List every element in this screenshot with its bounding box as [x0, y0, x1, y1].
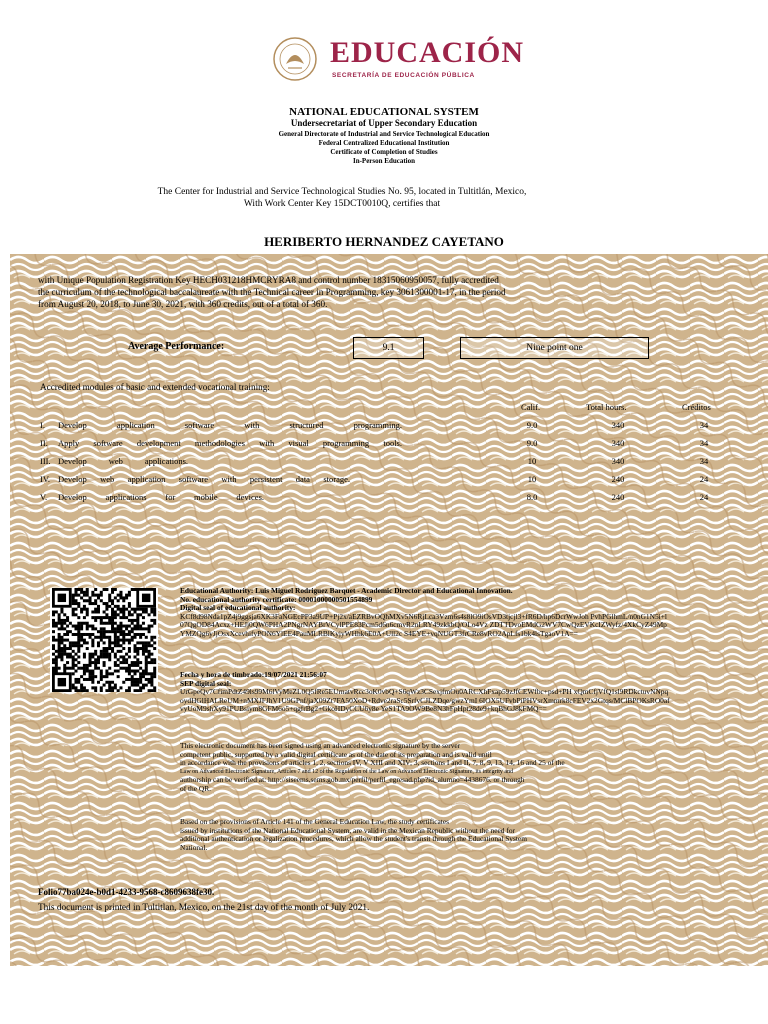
modules-title: Accredited modules of basic and extended vocational training: — [40, 382, 270, 392]
average-value: 9.1 — [353, 337, 424, 359]
sep-logo — [272, 36, 525, 86]
folio-number: Folio77ba024e-b0d1-4233-9568-c8609638fe30. — [38, 887, 215, 897]
module-description: Develop applications for mobile devices. — [58, 492, 264, 502]
module-credits: 24 — [699, 474, 709, 484]
header-system: NATIONAL EDUCATIONAL SYSTEM — [289, 106, 479, 118]
sep-seal-block — [180, 671, 670, 714]
column-header-credits: Créditos — [682, 402, 711, 412]
legal-notice-1 — [180, 742, 650, 794]
sep-seal-value: UrGpeQv7CfimPdtZ49ls99M6lVyMeZL0Q5fRe5EUrnatvRcc3oK0vbQ+S6qWz3CSexjfmOu0ARCXhFxap59zJfCEWfbc+psd+PH xQmCfjVfQ1sl9RDkctuvNNpqoydHGlHALReUM+nMXJFJhV1U9GPnf/jaX09Zt7FA50XoD+Rdve2raSc5SrfvCJLZDqe/gwzYmI 6IOX5UFvbPiPHVsrXmmrk8cFEV2x2Gtqs/MClBPOKsRO0afvyUoM9shXy91PUBsiym8GFM6o5+qgfrBg2+GkoHDyCCU6y8e YeS1TA9OW9Be8N3hFpHpt28de9+kqBhGJ8kFMQ== — [180, 687, 670, 714]
legal-notice-line: in accordance with the provisions of articles 1, 2, sections IV, V XIII and XIV; 3, sections I and II, 7, 8, 9, 13, 14, 16 and 25 of the — [180, 758, 565, 768]
module-row — [40, 456, 720, 468]
legal-notice-line: additional authentication or legalization procedures, which allow the student's transit through the Educational System — [180, 834, 527, 844]
intro-line-1: The Center for Industrial and Service Technological Studies No. 95, located in Tultitlán, Mexico, — [157, 187, 527, 197]
module-number: I. — [40, 420, 45, 430]
coat-of-arms-icon — [272, 36, 318, 82]
module-number: V. — [40, 492, 48, 502]
average-label: Average Performance: — [128, 341, 225, 352]
module-hours: 240 — [611, 492, 625, 502]
module-grade: 10 — [527, 474, 537, 484]
signature-block — [180, 587, 670, 639]
module-grade: 9.0 — [526, 420, 538, 430]
legal-notice-line: Based on the provisions of Article 141 of the General Education Law, the study certificates — [180, 817, 449, 826]
paragraph-line-1: with Unique Population Registration Key HECH031218HMCRYRA8 and control number 18315060950057, fully accredited — [38, 275, 499, 285]
verification-url[interactable]: authorship can be verified at: http://siseems.sems.gob.mx/perfil/perfil_egresad.php?id_alumno=4438676. or through — [180, 775, 525, 785]
verification-qr-code[interactable] — [50, 588, 158, 692]
module-description: Develop application software with structured programming. — [58, 420, 402, 430]
module-hours: 340 — [611, 438, 625, 448]
module-row — [40, 492, 720, 504]
module-hours: 340 — [611, 456, 625, 466]
accreditation-paragraph — [38, 274, 598, 310]
student-name: HERIBERTO HERNANDEZ CAYETANO — [264, 234, 504, 249]
header-details — [0, 130, 768, 166]
educational-authority: Educational Authority: Luis Miguel Rodriguez Barquet - Academic Director and Educational Innovation. — [180, 586, 513, 595]
legal-notice-2 — [180, 818, 650, 852]
module-grade: 10 — [527, 456, 537, 466]
module-description: Apply software development methodologies with visual programming tools. — [58, 438, 402, 448]
module-grade: 9.0 — [526, 438, 538, 448]
column-header-hours: Total hours. — [586, 402, 627, 412]
module-hours: 240 — [611, 474, 625, 484]
module-row — [40, 474, 720, 486]
average-words: Nine point one — [460, 337, 649, 359]
module-number: IV. — [40, 474, 50, 484]
header-certificate-type: Certificate of Completion of Studies — [330, 148, 438, 156]
legal-notice-line: of the QR. — [180, 783, 211, 793]
module-row — [40, 420, 720, 432]
intro-text — [100, 186, 584, 210]
legal-notice-line: Law on Advanced Electronic Signature, Articles 7 and 12 of the Regulation of the Law on Advanced Electronic Signature, its integrity and — [180, 768, 514, 775]
module-credits: 34 — [699, 456, 709, 466]
header-directorate: General Directorate of Industrial and Service Technological Education — [278, 130, 490, 138]
authority-certificate-number: No. educational authority certificate: 00001000000501554899 — [180, 594, 373, 604]
module-credits: 34 — [699, 438, 709, 448]
print-location-date: This document is printed in Tultitlan, Mexico, on the 21st day of the month of July 2021. — [38, 903, 370, 913]
module-credits: 24 — [699, 492, 709, 502]
module-description: Develop web applications. — [58, 456, 188, 466]
logo-subtitle: SECRETARÍA DE EDUCACIÓN PÚBLICA — [332, 72, 475, 79]
digital-seal-value: KCf8d98Nda1pZ4j9ggsja6XK3FaNGEcPP3a9UP+Pj2x/aEZRBvOQhMXv5N6RjLca3Vzm6s4s8lO9iOsVD3tjcjl3+fR6D/hp6DcrWwJoh PvhPGlhmL/n0nG1N5i+l07QgOD84Acxz+HEJj0QW6PHA2PNgrNAYBrVCylPPE83Pcm5d6n6cmvR2nLRY49zkkbQ/OLo4Vz ZDTTDvoEMdG2WV7CwQzEVKcIZWyfz/4XkCyZ49MpYMZQg6yJjOsxXcevhifyPON6YlEE4PauMLRBlKyjyWHhk6E0A+Ull2c S4EYE+vqNUGT3frCRe8vRO2ApLfs1bk4lsTgaoV1A== — [180, 611, 667, 638]
module-hours: 340 — [611, 420, 625, 430]
paragraph-line-3: from August 20, 2018, to June 30, 2021, with 360 credits, out of a total of 360. — [38, 299, 328, 309]
intro-line-2: With Work Center Key 15DCT0010Q, certifies that — [243, 199, 441, 209]
header-modality: In-Person Education — [352, 157, 416, 165]
module-grade: 8.0 — [526, 492, 538, 502]
legal-notice-line: National. — [180, 842, 208, 852]
legal-notice-line: competent public, supported by a valid digital certificate as of the date of its preparation and is valid until — [180, 749, 492, 759]
module-number: II. — [40, 438, 48, 448]
module-description: Develop web application software with persistent data storage. — [58, 474, 350, 484]
sep-seal-label: SEP digital seal: — [180, 678, 232, 688]
digital-seal-label: Digital seal of educational authority: — [180, 603, 296, 613]
stamp-date: Fecha y hora de timbrado:19/07/2021 21:56:07 — [180, 670, 327, 679]
logo-wordmark: EDUCACIÓN — [330, 36, 525, 69]
column-header-grade: Calif. — [521, 402, 541, 412]
legal-notice-line: issued by institutions of the National Educational System, are valid in the Mexican Republic without the need for — [180, 825, 515, 835]
module-credits: 34 — [699, 420, 709, 430]
legal-notice-line: This electronic document has been signed using an advanced electronic signature by the server — [180, 741, 461, 750]
header-undersecretariat: Undersecretariat of Upper Secondary Education — [290, 118, 478, 128]
header-institution: Federal Centralized Educational Institution — [318, 139, 450, 147]
paragraph-line-2: the curriculum of the technological baccalaureate with the Technical career in Programming, key 3061300001-17, in the period — [38, 287, 506, 297]
module-number: III. — [40, 456, 51, 466]
module-row — [40, 438, 720, 450]
